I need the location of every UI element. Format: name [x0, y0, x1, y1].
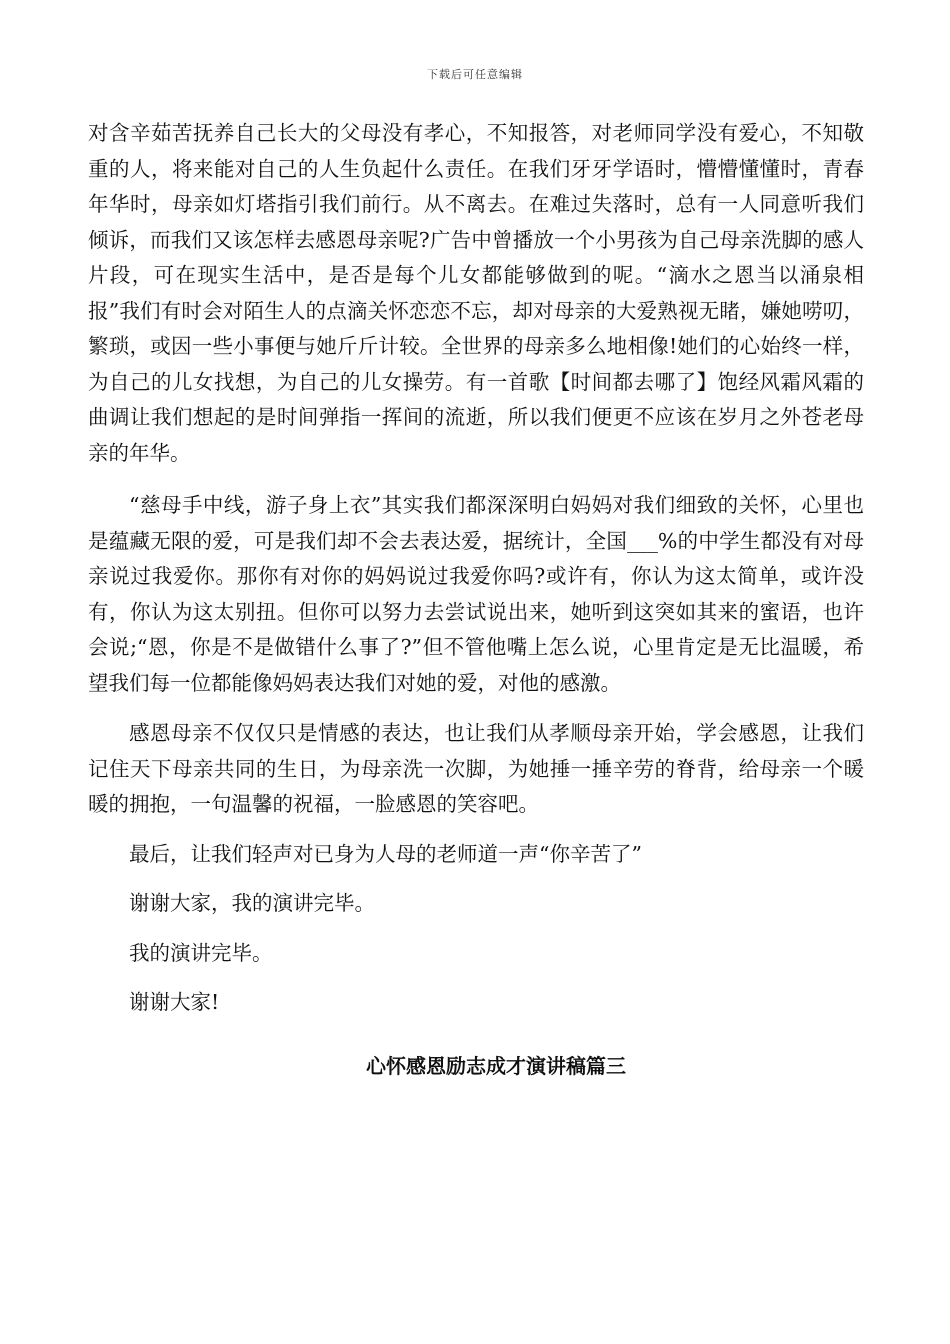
paragraph-1: 对含辛茹苦抚养自己长大的父母没有孝心，不知报答，对老师同学没有爱心，不知敬重的人，将来能对自己的人生负起什么责任。在我们牙牙学语时，懵懵懂懂时，青春年华时，母亲如灯塔指引我们前行。从不离去。在难过失落时，总有一人同意听我们倾诉，而我们又该怎样去感恩母亲呢?广告中曾播放一个小男孩为自己母亲洗脚的感人片段，可在现实生活中，是否是每个儿女都能够做到的呢。“滴水之恩当以涌泉相报”我们有时会对陌生人的点滴关怀恋恋不忘，却对母亲的大爱熟视无睹，嫌她唠叨，繁琐，或因一些小事便与她斤斤计较。全世界的母亲多么地相像!她们的心始终一样，为自己的儿女找想，为自己的儿女操劳。有一首歌【时间都去哪了】饱经风霜风霜的曲调让我们想起的是时间弹指一挥间的流逝，所以我们便更不应该在岁月之外苍老母亲的年华。: [88, 121, 864, 465]
header-note: 下载后可任意编辑: [427, 68, 523, 81]
paragraph-2: “慈母手中线，游子身上衣”其实我们都深深明白妈妈对我们细致的关怀，心里也是蕴藏无限的爱，可是我们却不会去表达爱，据统计，全国___%的中学生都没有对母亲说过我爱你。那你有对你的妈妈说过我爱你吗?或许有，你认为这太简单，或许没有，你认为这太别扭。但你可以努力去尝试说出来，她听到这突如其来的蜜语，也许会说;“恩，你是不是做错什么事了?”但不管他嘴上怎么说，心里肯定是无比温暖，希望我们每一位都能像妈妈表达我们对她的爱，对他的感激。: [88, 493, 864, 695]
paragraph-4: 最后，让我们轻声对已身为人母的老师道一声“你辛苦了”: [129, 841, 642, 866]
section-title: 心怀感恩励志成才演讲稿篇三: [366, 1053, 626, 1078]
paragraph-7: 谢谢大家!: [129, 990, 220, 1014]
paragraph-3: 感恩母亲不仅仅只是情感的表达，也让我们从孝顺母亲开始，学会感恩，让我们记住天下母亲共同的生日，为母亲洗一次脚，为她捶一捶辛劳的脊背，给母亲一个暖暖的拥抱，一句温馨的祝福，一脸感恩的笑容吧。: [88, 721, 864, 816]
document-body: [88, 116, 864, 1081]
paragraph-6: 我的演讲完毕。: [129, 940, 273, 965]
paragraph-5: 谢谢大家，我的演讲完毕。: [129, 891, 375, 915]
